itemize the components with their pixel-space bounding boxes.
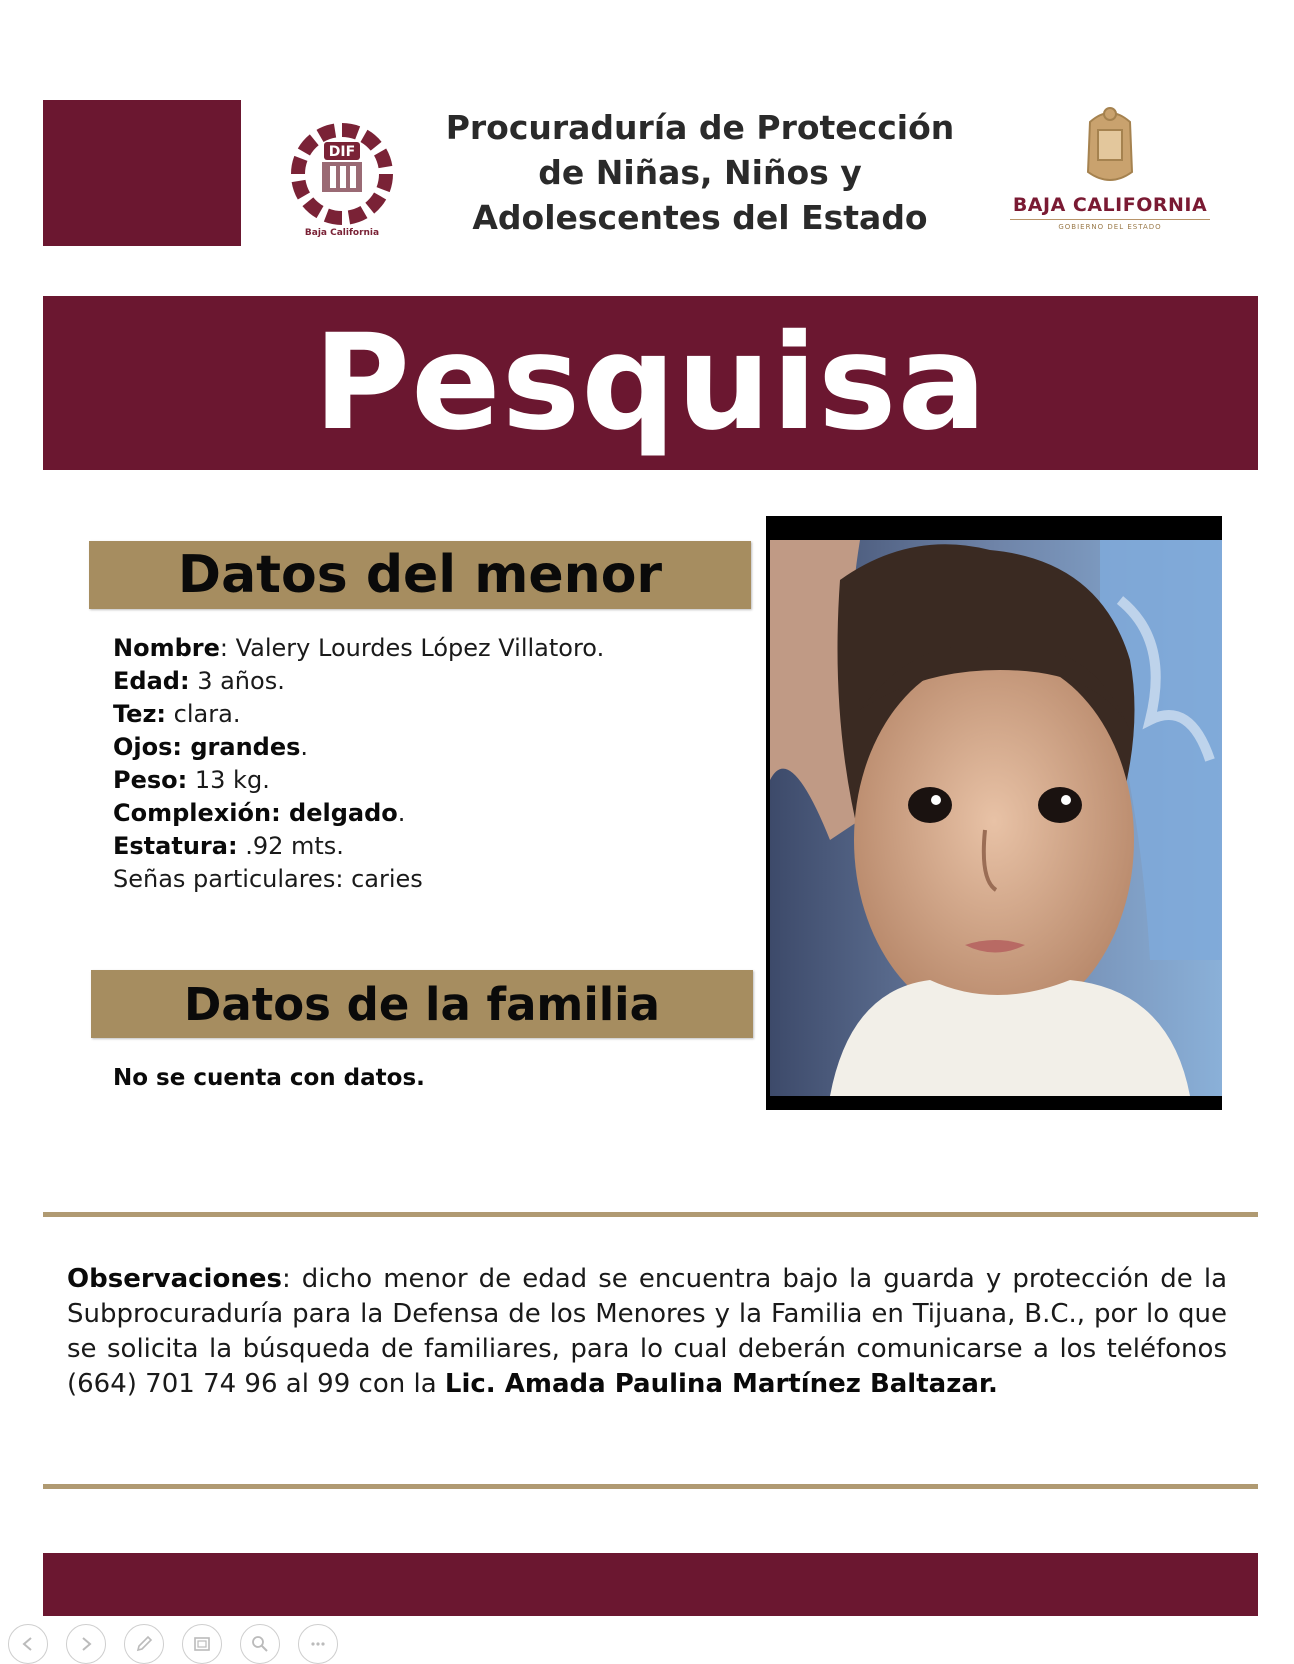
child-detail-label: Tez:	[113, 700, 167, 728]
child-section-heading: Datos del menor	[177, 545, 663, 605]
child-detail-value: 3 años.	[197, 667, 285, 695]
agency-title-line: Adolescentes del Estado	[472, 198, 928, 237]
child-detail-value: caries	[351, 865, 423, 893]
next-icon	[76, 1634, 96, 1654]
child-detail-separator	[187, 766, 195, 794]
child-photo	[766, 516, 1222, 1110]
svg-text:DIF: DIF	[328, 144, 356, 160]
footer-bar	[43, 1553, 1258, 1616]
previous-icon	[18, 1634, 38, 1654]
child-detail-row	[113, 830, 713, 863]
child-portrait-image	[770, 540, 1222, 1096]
child-detail-value: 13 kg.	[194, 766, 270, 794]
child-detail-value: clara.	[173, 700, 241, 728]
child-detail-row	[113, 731, 713, 764]
viewer-controls	[8, 1624, 338, 1658]
family-section-heading: Datos de la familia	[184, 977, 660, 1031]
title-banner	[43, 296, 1258, 470]
observations-contact: Lic. Amada Paulina Martínez Baltazar.	[444, 1369, 998, 1399]
pen-button[interactable]	[124, 1624, 164, 1664]
agency-title-line: Procuraduría de Protección	[445, 108, 955, 147]
state-subtitle: GOBIERNO DEL ESTADO	[1010, 219, 1210, 231]
child-detail-label: Complexión: delgado	[113, 799, 398, 827]
child-detail-row	[113, 698, 713, 731]
slides-button[interactable]	[182, 1624, 222, 1664]
child-detail-value: .	[300, 733, 309, 761]
child-detail-label: Nombre	[113, 634, 220, 662]
more-button[interactable]	[298, 1624, 338, 1664]
child-detail-label: Estatura:	[113, 832, 238, 860]
zoom-button[interactable]	[240, 1624, 280, 1664]
observations	[67, 1262, 1227, 1402]
agency-title	[420, 105, 980, 240]
dif-logo	[272, 102, 412, 242]
divider	[43, 1212, 1258, 1217]
child-detail-label: Peso:	[113, 766, 188, 794]
child-detail-row	[113, 665, 713, 698]
slides-icon	[192, 1634, 212, 1654]
observations-text: : dicho menor de edad se encuentra bajo la guarda y protección de la Subprocuraduría para la Defensa de los Menores y la Familia en Tijuana, B.C., por lo que se solicita la búsqueda de familiares, para lo cual deberán comunicarse a los teléfonos (664) 701 74 96 al 99 con la	[67, 1264, 1227, 1399]
state-logo	[1000, 102, 1220, 237]
coat-of-arms-icon	[1000, 102, 1220, 192]
child-detail-value: .	[397, 799, 406, 827]
child-detail-separator	[343, 865, 351, 893]
child-details	[113, 632, 713, 896]
child-detail-row	[113, 632, 713, 665]
child-detail-label: Edad:	[113, 667, 190, 695]
observations-label: Observaciones	[67, 1264, 282, 1294]
child-detail-label: Ojos: grandes	[113, 733, 301, 761]
pen-icon	[134, 1634, 154, 1654]
more-icon	[308, 1634, 328, 1654]
state-name: BAJA CALIFORNIA	[1012, 194, 1208, 216]
family-details: No se cuenta con datos.	[113, 1065, 425, 1091]
child-detail-label: Señas particulares:	[113, 865, 344, 893]
agency-title-line: de Niñas, Niños y	[538, 153, 862, 192]
next-slide-button[interactable]	[66, 1624, 106, 1664]
corner-color-block	[43, 100, 241, 246]
svg-text:Baja California: Baja California	[304, 228, 380, 238]
zoom-icon	[250, 1634, 270, 1654]
previous-slide-button[interactable]	[8, 1624, 48, 1664]
child-detail-row	[113, 797, 713, 830]
divider	[43, 1484, 1258, 1489]
child-detail-value: .92 mts.	[245, 832, 344, 860]
child-detail-row	[113, 863, 713, 896]
child-detail-separator	[166, 700, 174, 728]
family-section-header	[91, 970, 753, 1038]
child-detail-separator: :	[219, 634, 236, 662]
page-title: Pesquisa	[313, 306, 988, 460]
child-detail-value: Valery Lourdes López Villatoro.	[235, 634, 605, 662]
child-section-header	[89, 541, 751, 609]
child-detail-row	[113, 764, 713, 797]
